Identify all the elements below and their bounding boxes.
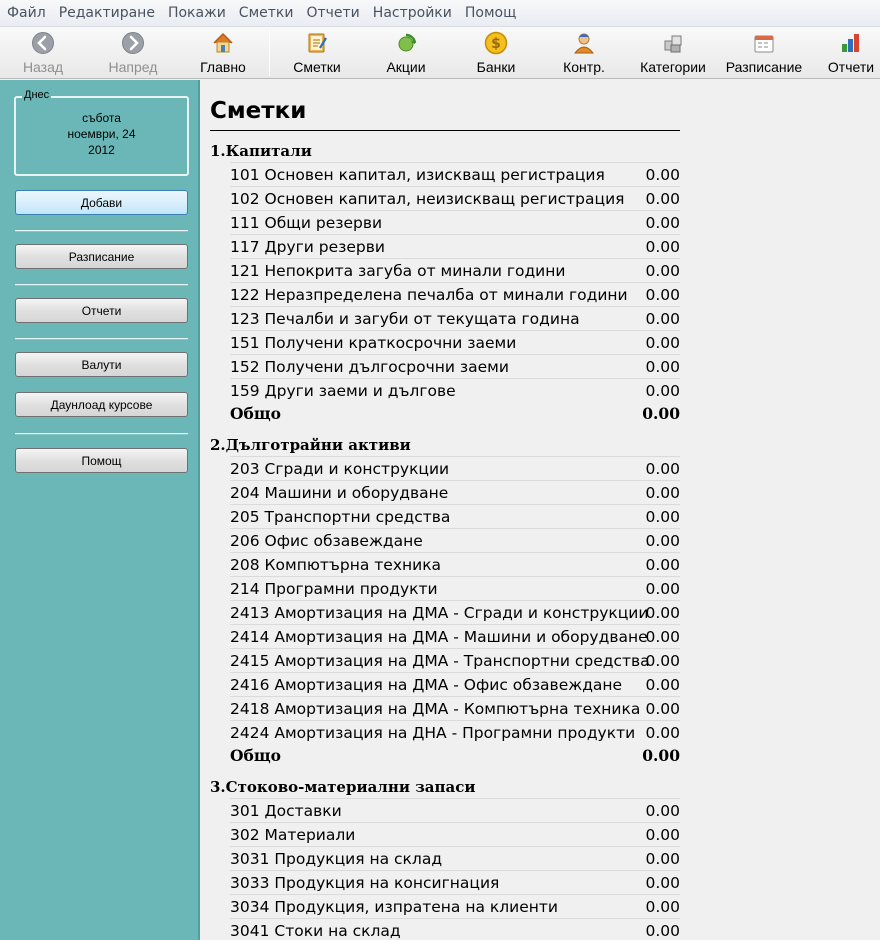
contractor-person-icon xyxy=(572,31,596,55)
account-label: 3031 Продукция на склад xyxy=(230,850,443,868)
account-balance: 0.00 xyxy=(645,460,680,478)
account-row[interactable] xyxy=(230,378,680,402)
reports-button[interactable] xyxy=(822,27,880,79)
accounts-label: Сметки xyxy=(293,59,341,75)
section-heading: 2.Дълготрайни активи xyxy=(210,436,411,454)
help-button[interactable]: Помощ xyxy=(15,448,188,473)
contractors-label: Контр. xyxy=(563,59,605,75)
categories-button[interactable] xyxy=(632,27,714,79)
svg-text:$: $ xyxy=(491,36,501,52)
banks-button[interactable] xyxy=(466,27,526,79)
account-balance: 0.00 xyxy=(645,802,680,820)
account-row[interactable] xyxy=(230,696,680,720)
account-label: 3041 Стоки на склад xyxy=(230,922,401,940)
menu-edit[interactable]: Редактиране xyxy=(58,5,155,21)
account-label: 2424 Амортизация на ДНА - Програмни продукти xyxy=(230,724,636,742)
account-label: 111 Общи резерви xyxy=(230,214,383,232)
title-rule xyxy=(210,130,680,131)
download-rates-button[interactable]: Даунлоад курсове xyxy=(15,392,188,417)
section-heading: 1.Капитали xyxy=(210,142,312,160)
account-row[interactable] xyxy=(230,822,680,846)
currencies-button[interactable]: Валути xyxy=(15,352,188,377)
account-label: 159 Други заеми и дългове xyxy=(230,382,456,400)
today-panel xyxy=(14,89,189,176)
account-row[interactable] xyxy=(230,258,680,282)
today-date: ноември, 24 xyxy=(67,127,136,141)
account-label: 3034 Продукция, изпратена на клиенти xyxy=(230,898,558,916)
menu-help[interactable]: Помощ xyxy=(464,5,517,21)
account-row[interactable] xyxy=(230,354,680,378)
account-row[interactable] xyxy=(230,624,680,648)
total-label: Общо xyxy=(230,746,281,765)
back-button[interactable] xyxy=(18,27,68,79)
account-label: 101 Основен капитал, изискващ регистрация xyxy=(230,166,605,184)
menu-settings[interactable]: Настройки xyxy=(372,5,452,21)
account-balance: 0.00 xyxy=(645,484,680,502)
account-label: 151 Получени краткосрочни заеми xyxy=(230,334,517,352)
menu-reports[interactable]: Отчети xyxy=(306,5,360,21)
categories-label: Категории xyxy=(640,59,706,75)
account-balance: 0.00 xyxy=(645,358,680,376)
accounts-button[interactable] xyxy=(287,27,347,79)
account-balance: 0.00 xyxy=(645,628,680,646)
account-label: 208 Компютърна техника xyxy=(230,556,442,574)
accounts-book-icon xyxy=(305,31,329,55)
account-row[interactable] xyxy=(230,720,680,744)
account-row[interactable] xyxy=(230,576,680,600)
section-total xyxy=(230,402,680,426)
account-label: 302 Материали xyxy=(230,826,356,844)
account-balance: 0.00 xyxy=(645,334,680,352)
account-balance: 0.00 xyxy=(645,262,680,280)
account-label: 122 Неразпределена печалба от минали години xyxy=(230,286,628,304)
banks-label: Банки xyxy=(476,59,516,75)
toolbar-separator xyxy=(269,30,270,76)
account-label: 2416 Амортизация на ДМА - Офис обзавеждане xyxy=(230,676,623,694)
page-title: Сметки xyxy=(210,98,307,124)
account-label: 152 Получени дългосрочни заеми xyxy=(230,358,509,376)
account-balance: 0.00 xyxy=(645,532,680,550)
total-value: 0.00 xyxy=(642,404,680,423)
dollar-coin-icon xyxy=(484,31,508,55)
account-row[interactable] xyxy=(230,234,680,258)
reports-chart-icon xyxy=(839,31,863,55)
forward-arrow-icon xyxy=(121,31,145,55)
account-balance: 0.00 xyxy=(645,874,680,892)
account-balance: 0.00 xyxy=(645,238,680,256)
back-label: Назад xyxy=(22,59,64,75)
account-balance: 0.00 xyxy=(645,556,680,574)
account-label: 203 Сгради и конструкции xyxy=(230,460,450,478)
account-row[interactable] xyxy=(230,552,680,576)
forward-button[interactable] xyxy=(103,27,163,79)
actions-label: Акции xyxy=(386,59,426,75)
account-balance: 0.00 xyxy=(645,700,680,718)
sidebar-separator xyxy=(15,433,188,435)
accounts-list xyxy=(210,140,680,940)
account-row[interactable] xyxy=(230,210,680,234)
account-row[interactable] xyxy=(230,648,680,672)
account-row[interactable] xyxy=(230,798,680,822)
account-label: 204 Машини и оборудване xyxy=(230,484,449,502)
account-label: 214 Програмни продукти xyxy=(230,580,438,598)
schedule-sidebar-button[interactable]: Разписание xyxy=(15,244,188,269)
home-label: Главно xyxy=(200,59,246,75)
sidebar xyxy=(0,80,200,940)
account-label: 117 Други резерви xyxy=(230,238,385,256)
account-row[interactable] xyxy=(230,480,680,504)
account-balance: 0.00 xyxy=(645,214,680,232)
account-row[interactable] xyxy=(230,306,680,330)
menu-bar xyxy=(0,0,880,27)
account-label: 2415 Амортизация на ДМА - Транспортни средства xyxy=(230,652,650,670)
menu-view[interactable]: Покажи xyxy=(167,5,226,21)
schedule-calendar-icon xyxy=(752,31,776,55)
account-balance: 0.00 xyxy=(645,922,680,940)
home-button[interactable] xyxy=(193,27,253,79)
account-label: 2413 Амортизация на ДМА - Сгради и конструкции xyxy=(230,604,649,622)
section-total xyxy=(230,744,680,768)
account-label: 123 Печалби и загуби от текущата година xyxy=(230,310,580,328)
account-balance: 0.00 xyxy=(645,166,680,184)
account-row[interactable] xyxy=(230,600,680,624)
account-label: 102 Основен капитал, неизискващ регистрация xyxy=(230,190,625,208)
account-balance: 0.00 xyxy=(645,286,680,304)
account-balance: 0.00 xyxy=(645,850,680,868)
account-label: 121 Непокрита загуба от минали години xyxy=(230,262,566,280)
add-button[interactable]: Добави xyxy=(15,190,188,215)
account-row[interactable] xyxy=(230,870,680,894)
account-row[interactable] xyxy=(230,672,680,696)
today-year: 2012 xyxy=(88,143,115,157)
back-arrow-icon xyxy=(31,31,55,55)
menu-file[interactable]: Файл xyxy=(7,5,46,21)
account-balance: 0.00 xyxy=(645,580,680,598)
account-row[interactable] xyxy=(230,456,680,480)
account-balance: 0.00 xyxy=(645,310,680,328)
account-label: 2414 Амортизация на ДМА - Машини и оборудване xyxy=(230,628,648,646)
today-day: събота xyxy=(82,111,121,125)
account-row[interactable] xyxy=(230,186,680,210)
account-balance: 0.00 xyxy=(645,652,680,670)
total-value: 0.00 xyxy=(642,746,680,765)
account-row[interactable] xyxy=(230,918,680,940)
account-balance: 0.00 xyxy=(645,508,680,526)
home-icon xyxy=(211,31,235,55)
categories-boxes-icon xyxy=(661,31,685,55)
menu-accounts[interactable]: Сметки xyxy=(238,5,294,21)
account-label: 3033 Продукция на консигнация xyxy=(230,874,500,892)
reports-sidebar-button[interactable]: Отчети xyxy=(15,298,188,323)
sidebar-separator xyxy=(15,338,188,340)
account-label: 301 Доставки xyxy=(230,802,342,820)
account-row[interactable] xyxy=(230,528,680,552)
actions-button[interactable] xyxy=(376,27,436,79)
total-label: Общо xyxy=(230,404,281,423)
main-content xyxy=(202,80,880,940)
account-label: 206 Офис обзавеждане xyxy=(230,532,423,550)
section-heading: 3.Стоково-материални запаси xyxy=(210,778,476,796)
account-row[interactable] xyxy=(230,282,680,306)
account-balance: 0.00 xyxy=(645,676,680,694)
account-label: 205 Транспортни средства xyxy=(230,508,451,526)
account-balance: 0.00 xyxy=(645,190,680,208)
account-row[interactable] xyxy=(230,894,680,918)
account-row[interactable] xyxy=(230,846,680,870)
sidebar-separator xyxy=(15,230,188,232)
account-balance: 0.00 xyxy=(645,604,680,622)
account-row[interactable] xyxy=(230,504,680,528)
schedule-button[interactable] xyxy=(719,27,809,79)
account-row[interactable] xyxy=(230,330,680,354)
account-balance: 0.00 xyxy=(645,724,680,742)
account-balance: 0.00 xyxy=(645,826,680,844)
account-label: 2418 Амортизация на ДМА - Компютърна техника xyxy=(230,700,641,718)
forward-label: Напред xyxy=(108,59,158,75)
today-legend: Днес xyxy=(24,89,50,101)
sidebar-separator xyxy=(15,284,188,286)
account-row[interactable] xyxy=(230,162,680,186)
account-balance: 0.00 xyxy=(645,382,680,400)
reports-label: Отчети xyxy=(827,59,875,75)
schedule-label: Разписание xyxy=(725,59,803,75)
actions-refresh-icon xyxy=(394,31,418,55)
contractors-button[interactable] xyxy=(554,27,614,79)
toolbar xyxy=(0,27,880,79)
account-balance: 0.00 xyxy=(645,898,680,916)
